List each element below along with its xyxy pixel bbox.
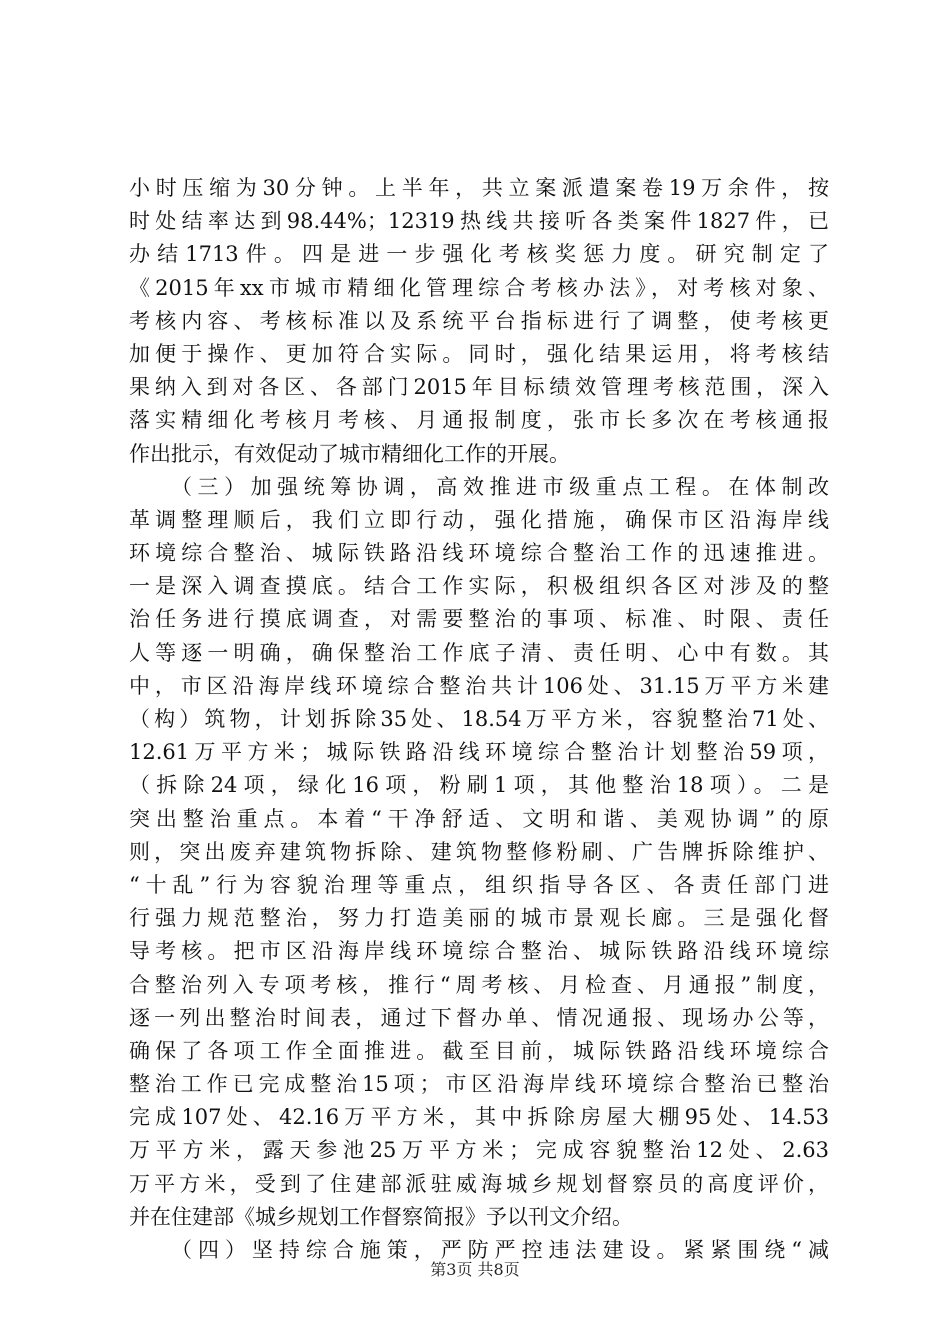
- text-line: 中，市区沿海岸线环境综合整治共计106处、31.15万平方米建: [129, 673, 829, 698]
- text-line: 合整治列入专项考核，推行“周考核、月检查、月通报”制度，: [129, 972, 829, 997]
- text-line: 导考核。把市区沿海岸线环境综合整治、城际铁路沿线环境综: [129, 939, 829, 964]
- text-line: 环境综合整治、城际铁路沿线环境综合整治工作的迅速推进。: [129, 541, 829, 566]
- text-line: 行强力规范整治，努力打造美丽的城市景观长廊。三是强化督: [129, 906, 829, 931]
- text-line: 一是深入调查摸底。结合工作实际，积极组织各区对涉及的整: [129, 574, 829, 599]
- text-line: 治任务进行摸底调查，对需要整治的事项、标准、时限、责任: [129, 607, 829, 632]
- text-line: 落实精细化考核月考核、月通报制度，张市长多次在考核通报: [129, 408, 829, 433]
- section-heading-line: （四）坚持综合施策，严防严控违法建设。紧紧围绕“减: [171, 1238, 829, 1262]
- section-heading-line: （三）加强统筹协调，高效推进市级重点工程。在体制改: [171, 474, 829, 499]
- text-line: 万平方米，受到了住建部派驻威海城乡规划督察员的高度评价，: [129, 1171, 829, 1196]
- text-line: 逐一列出整治时间表，通过下督办单、情况通报、现场办公等，: [129, 1005, 829, 1030]
- text-line: 整治工作已完成整治15项；市区沿海岸线环境综合整治已整治: [129, 1072, 829, 1097]
- text-line: 加便于操作、更加符合实际。同时，强化结果运用，将考核结: [129, 341, 829, 366]
- text-line: 12.61万平方米；城际铁路沿线环境综合整治计划整治59项，: [129, 740, 829, 765]
- text-line: 人等逐一明确，确保整治工作底子清、责任明、心中有数。其: [129, 640, 829, 665]
- text-line: 作出批示，有效促动了城市精细化工作的开展。: [129, 441, 570, 466]
- body-text: [129, 172, 829, 1267]
- text-line: （构）筑物，计划拆除35处、18.54万平方米，容貌整治71处、: [129, 707, 829, 731]
- text-line: 突出整治重点。本着“干净舒适、文明和谐、美观协调”的原: [129, 806, 829, 831]
- text-line: 确保了各项工作全面推进。截至目前，城际铁路沿线环境综合: [129, 1038, 829, 1063]
- text-line: 《2015年xx市城市精细化管理综合考核办法》，对考核对象、: [129, 275, 829, 300]
- text-line: 小时压缩为30分钟。上半年，共立案派遣案卷19万余件，按: [129, 176, 829, 200]
- text-line: 并在住建部《城乡规划工作督察简报》予以刊文介绍。: [129, 1204, 633, 1229]
- text-line: 时处结率达到98.44%；12319热线共接听各类案件1827件，已: [129, 209, 829, 234]
- text-line: 完成107处、42.16万平方米，其中拆除房屋大棚95处、14.53: [129, 1105, 829, 1130]
- page-footer: 第3页 共8页: [430, 1260, 520, 1279]
- text-line: 果纳入到对各区、各部门2015年目标绩效管理考核范围，深入: [129, 375, 829, 400]
- text-line: 办结1713件。四是进一步强化考核奖惩力度。研究制定了: [129, 242, 829, 267]
- text-line: 革调整理顺后，我们立即行动，强化措施，确保市区沿海岸线: [129, 507, 829, 532]
- text-line: 则，突出废弃建筑物拆除、建筑物整修粉刷、广告牌拆除维护、: [129, 839, 829, 864]
- text-line: 考核内容、考核标准以及系统平台指标进行了调整，使考核更: [129, 308, 829, 333]
- text-line: （拆除24项，绿化16项，粉刷1项，其他整治18项）。二是: [129, 773, 829, 798]
- text-line: “十乱”行为容貌治理等重点，组织指导各区、各责任部门进: [129, 872, 829, 897]
- text-line: 万平方米，露天参池25万平方米；完成容貌整治12处、2.63: [129, 1138, 829, 1163]
